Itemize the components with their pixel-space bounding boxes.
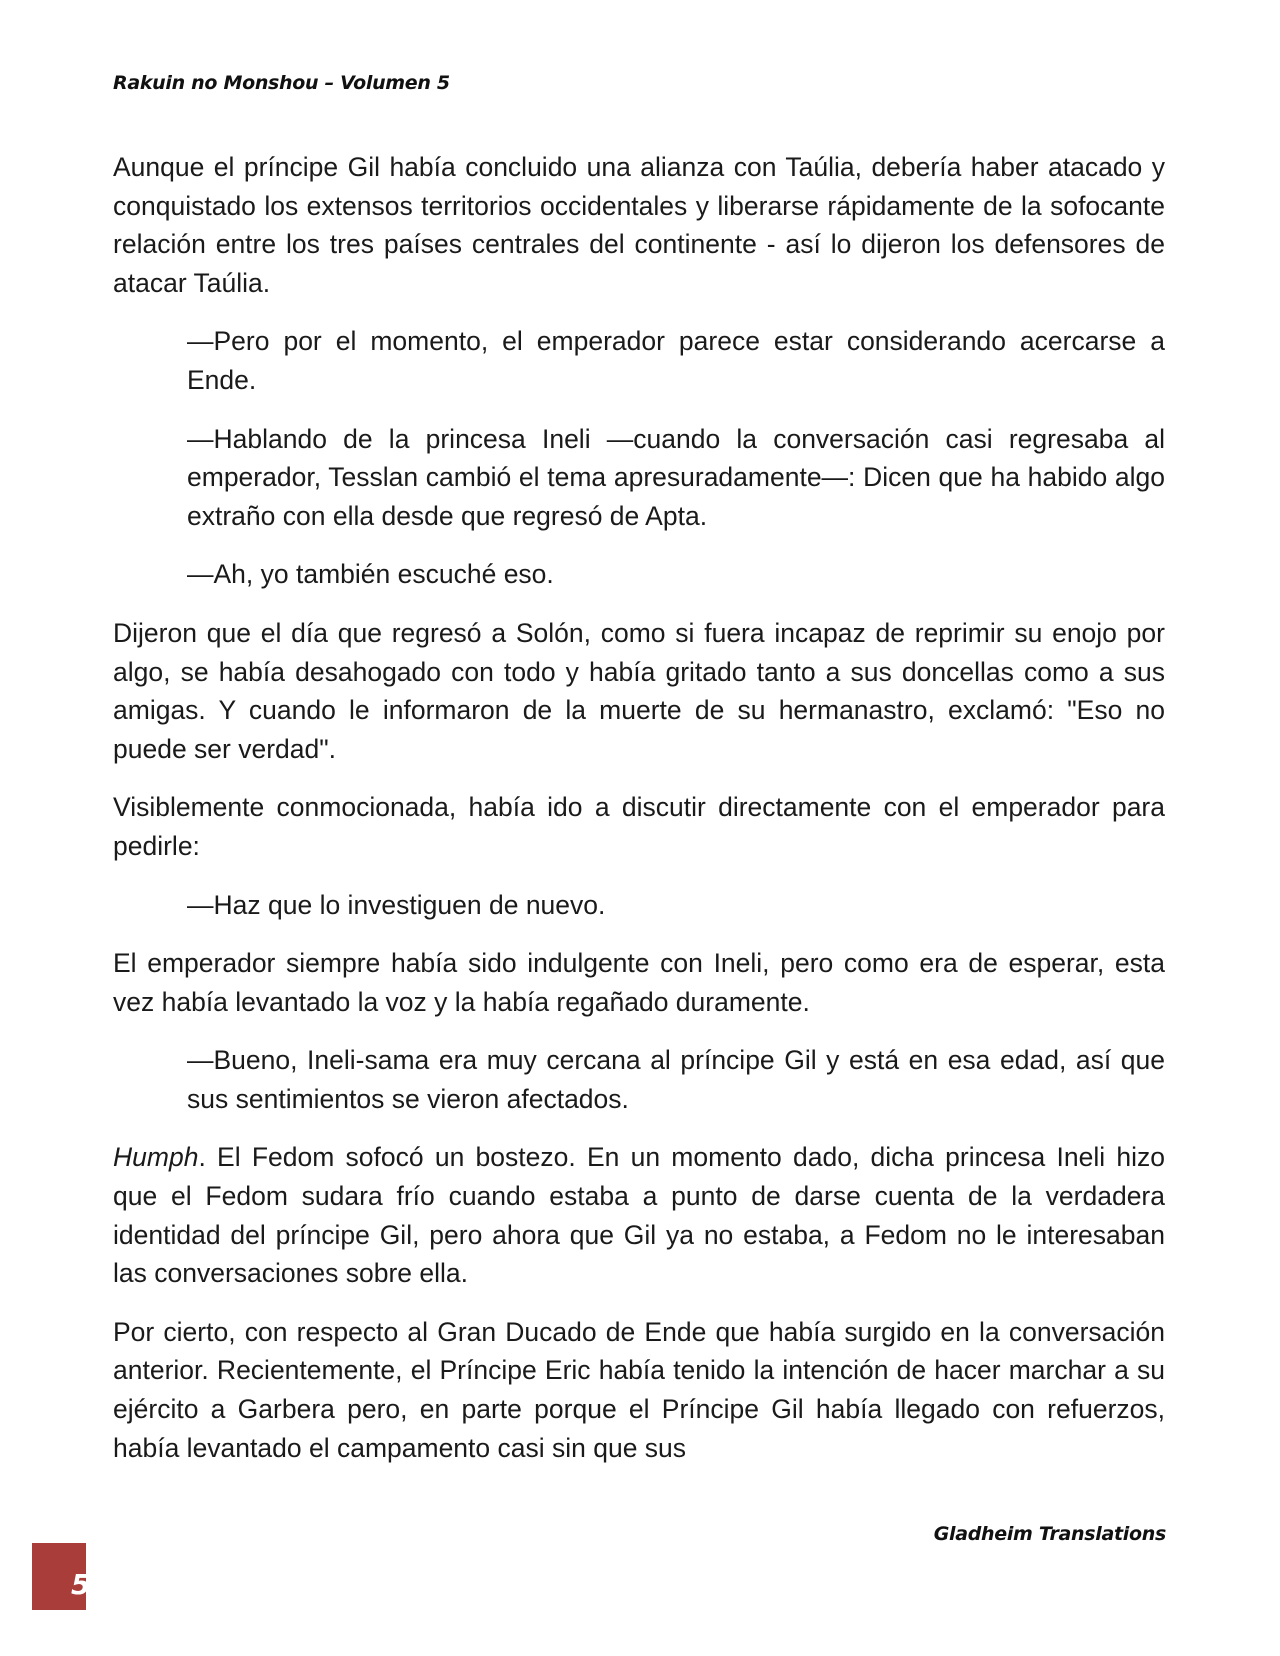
paragraph: Aunque el príncipe Gil había concluido una alianza con Taúlia, debería haber atacado y conquistado los extensos territorios occidentales y liberarse rápidamente de la sofocante relación entre los tres países centrales del continente - así lo dijeron los defensores de atacar Taúlia. <box>113 152 1165 298</box>
dialogue-paragraph: —Hablando de la princesa Ineli —cuando la conversación casi regresaba al emperador, Tesslan cambió el tema apresuradamente—: Dicen que ha habido algo extraño con ella desde que regresó de Apta. <box>187 423 1165 531</box>
dialogue-paragraph: —Pero por el momento, el emperador parece estar considerando acercarse a Ende. <box>187 326 1165 395</box>
paragraph: El emperador siempre había sido indulgente con Ineli, pero como era de esperar, esta vez había levantado la voz y la había regañado duramente. <box>113 948 1165 1017</box>
dialogue-paragraph: —Haz que lo investiguen de nuevo. <box>187 889 606 920</box>
page-number: 5 <box>71 1568 91 1601</box>
paragraph: Dijeron que el día que regresó a Solón, como si fuera incapaz de reprimir su enojo por algo, se había desahogado con todo y había gritado tanto a sus doncellas como a sus amigas. Y cuando le informaron de la muerte de su hermanastro, exclamó: "Eso no puede ser verdad". <box>113 617 1165 764</box>
paragraph: Visiblemente conmocionada, había ido a discutir directamente con el emperador para pedirle: <box>113 792 1165 861</box>
page-body <box>113 148 1165 1487</box>
paragraph-text: . El Fedom sofocó un bostezo. En un momento dado, dicha princesa Ineli hizo que el Fedom sudara frío cuando estaba a punto de darse cuenta de la verdadera identidad del príncipe Gil, pero ahora que Gil ya no estaba, a Fedom no le interesaban las conversaciones sobre ella. <box>113 1142 1165 1289</box>
dialogue-paragraph: —Bueno, Ineli-sama era muy cercana al príncipe Gil y está en esa edad, así que sus sentimientos se vieron afectados. <box>187 1045 1165 1114</box>
dialogue-paragraph: —Ah, yo también escuché eso. <box>187 559 554 590</box>
italic-interjection: Humph <box>113 1142 199 1173</box>
running-header-title: Rakuin no Monshou – Volumen 5 <box>113 72 450 94</box>
footer-credit: Gladheim Translations <box>933 1523 1166 1545</box>
page-number-underline <box>32 1607 86 1610</box>
paragraph <box>113 1138 1165 1292</box>
paragraph: Por cierto, con respecto al Gran Ducado de Ende que había surgido en la conversación anterior. Recientemente, el Príncipe Eric había tenido la intención de hacer marchar a su ejército a Garbera pero, en parte porque el Príncipe Gil había llegado con refuerzos, había levantado el campamento casi sin que sus <box>113 1316 1165 1463</box>
